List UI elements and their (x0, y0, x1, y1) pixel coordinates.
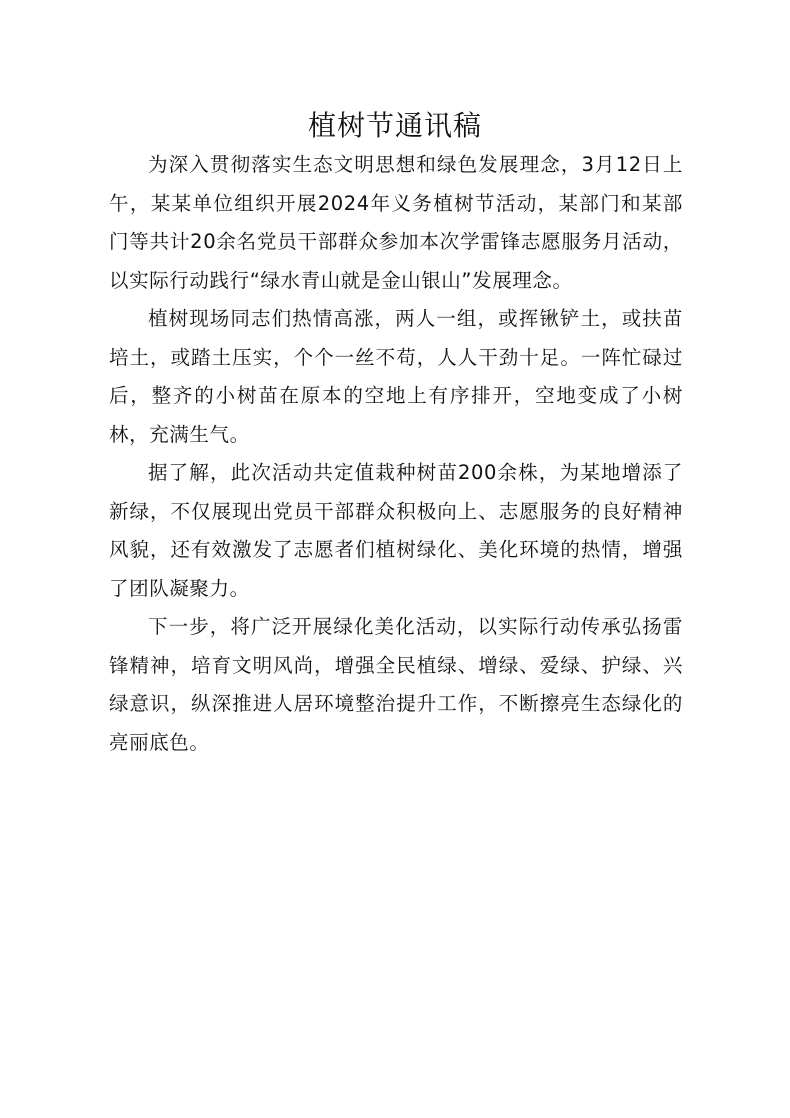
document-title: 植树节通讯稿 (307, 109, 482, 142)
document-body (109, 146, 683, 762)
paragraph-2: 植树现场同志们热情高涨，两人一组，或挥锹铲土，或扶苗培土，或踏土压实，个个一丝不苟，人人干劲十足。一阵忙碌过后，整齐的小树苗在原本的空地上有序排开，空地变成了小树林，充满生气。 (109, 307, 683, 446)
paragraph-1: 为深入贯彻落实生态文明思想和绿色发展理念，3月12日上午，某某单位组织开展2024年义务植树节活动，某部门和某部门等共计20余名党员干部群众参加本次学雷锋志愿服务月活动，以实际行动践行“绿水青山就是金山银山”发展理念。 (109, 153, 683, 292)
paragraph-3: 据了解，此次活动共定值栽种树苗200余株，为某地增添了新绿，不仅展现出党员干部群众积极向上、志愿服务的良好精神风貌，还有效激发了志愿者们植树绿化、美化环境的热情，增强了团队凝聚力。 (109, 461, 683, 600)
paragraph-4: 下一步，将广泛开展绿化美化活动，以实际行动传承弘扬雷锋精神，培育文明风尚，增强全民植绿、增绿、爱绿、护绿、兴绿意识，纵深推进人居环境整治提升工作，不断擦亮生态绿化的亮丽底色。 (109, 615, 683, 754)
